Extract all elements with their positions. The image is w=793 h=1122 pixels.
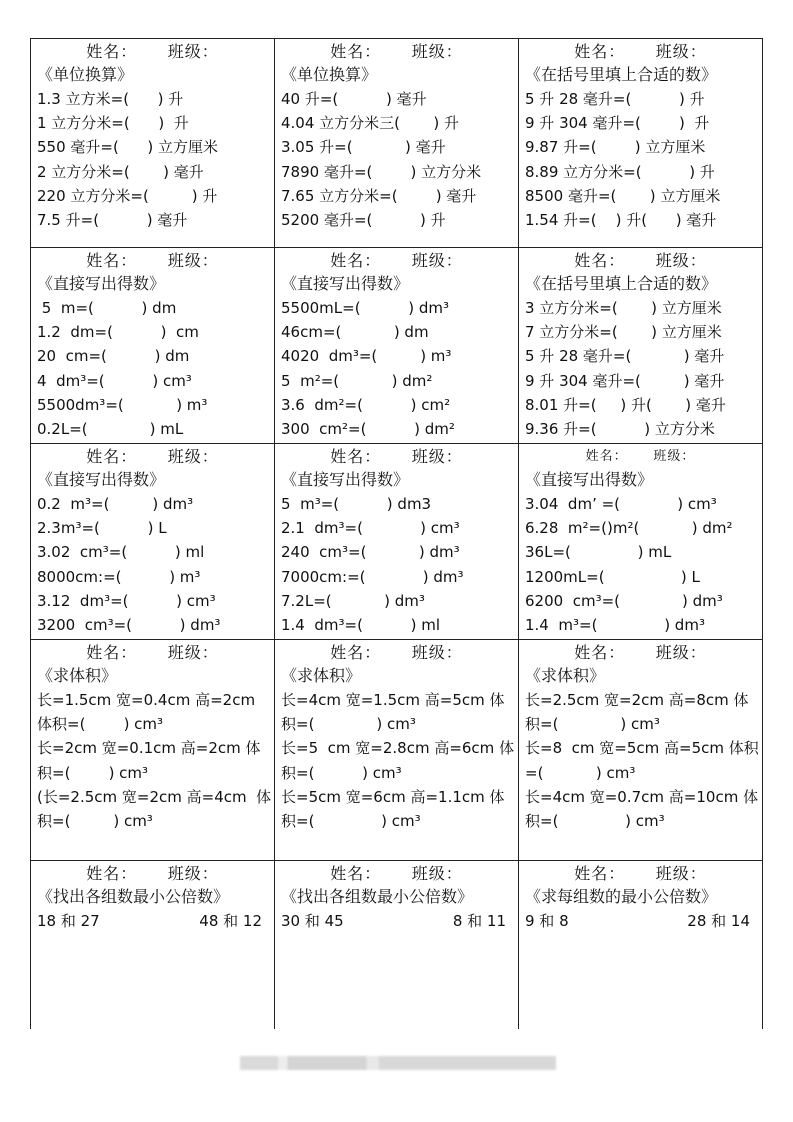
number-pair-row [37,909,268,933]
exercise-line: 6200 cm³=( ) dm³ [525,591,723,610]
exercise-line: 8000cm:=( ) m³ [37,567,201,586]
exercise-line: 2.3m³=( ) L [37,519,167,538]
worksheet-row [30,38,763,247]
exercise-line: 5 m²=( ) dm² [281,371,433,390]
name-class-header: 姓名： 班级： [86,864,219,883]
exercise-title: 《直接写出得数》 [37,274,166,293]
exercise-line: 4020 dm³=( ) m³ [281,347,452,366]
exercise-line: 长=2.5cm 宽=2cm 高=8cm 体 [525,691,749,709]
exercise-line: 2 立方分米=( ) 毫升 [37,162,204,181]
name-class-header: 姓名： 班级： [86,447,219,466]
number-pair: 18 和 27 [37,912,100,930]
exercise-title: 《找出各组数最小公倍数》 [281,887,474,906]
exercise-line: 积=( ) cm³ [37,812,153,831]
exercise-line: 1.3 立方米=( ) 升 [37,90,184,108]
exercise-line: 3.05 升=( ) 毫升 [281,138,446,157]
name-class-header: 姓名： 班级： [330,447,463,466]
number-pair: 9 和 8 [525,912,569,930]
exercise-line: 5500mL=( ) dm³ [281,299,450,317]
exercise-cell [518,39,763,247]
number-pair: 8 和 11 [452,912,506,930]
exercise-title: 《求体积》 [281,666,362,685]
exercise-cell [518,444,763,639]
exercise-line: 550 毫升=( ) 立方厘米 [37,138,219,157]
exercise-line: 0.2 m³=( ) dm³ [37,495,194,513]
name-class-header: 姓名： 班级： [86,251,219,270]
worksheet-row [30,247,763,443]
exercise-cell [518,640,763,860]
exercise-line: 8.89 立方分米=( ) 升 [525,162,715,181]
name-class-header: 姓名： 班级： [86,42,219,61]
blurred-watermark [240,1056,556,1070]
exercise-cell [518,861,763,1029]
name-class-header: 姓名： 班级： [585,449,696,464]
worksheet-grid [30,38,763,1029]
exercise-line: 7.5 升=( ) 毫升 [37,211,188,230]
exercise-line: 36L=( ) mL [525,543,672,562]
exercise-title: 《在括号里填上合适的数》 [525,65,718,84]
number-pair-row [281,909,512,933]
exercise-line: 7.2L=( ) dm³ [281,591,425,610]
name-class-header: 姓名： 班级： [330,42,463,61]
exercise-cell [274,39,518,247]
exercise-line: 9.36 升=( ) 立方分米 [525,420,715,439]
exercise-line: 3 立方分米=( ) 立方厘米 [525,299,722,317]
exercise-line: 1 立方分米=( ) 升 [37,114,189,133]
exercise-line: 40 升=( ) 毫升 [281,90,427,108]
name-class-header: 姓名： 班级： [574,643,707,662]
name-class-header: 姓名： 班级： [330,643,463,662]
exercise-line: 积=( ) cm³ [525,812,665,831]
exercise-line: 5200 毫升=( ) 升 [281,211,446,230]
exercise-title: 《单位换算》 [281,65,378,84]
exercise-cell [274,861,518,1029]
exercise-line: 4.04 立方分米三( ) 升 [281,114,460,133]
exercise-line: 1.4 dm³=( ) ml [281,616,441,635]
exercise-line: 7 立方分米=( ) 立方厘米 [525,323,722,342]
exercise-cell [30,39,274,247]
exercise-line: 3.04 dm’ =( ) cm³ [525,495,717,513]
exercise-line: 长=1.5cm 宽=0.4cm 高=2cm [37,691,256,709]
name-class-header: 姓名： 班级： [574,42,707,61]
exercise-line: 长=4cm 宽=1.5cm 高=5cm 体 [281,691,505,709]
name-class-header: 姓名： 班级： [330,864,463,883]
exercise-line: 9 升 304 毫升=( ) 升 [525,114,710,133]
exercise-line: 1.4 m³=( ) dm³ [525,616,705,635]
exercise-line: 长=5 cm 宽=2.8cm 高=6cm 体 [281,739,515,758]
exercise-line: (长=2.5cm 宽=2cm 高=4cm 体 [37,787,272,806]
exercise-line: 积=( ) cm³ [281,763,402,782]
exercise-line: 46cm=( ) dm [281,323,429,342]
number-pair-row [525,909,756,933]
exercise-line: 5 升 28 毫升=( ) 毫升 [525,347,725,366]
exercise-title: 《在括号里填上合适的数》 [525,274,718,293]
exercise-line: 5500dm³=( ) m³ [37,395,208,414]
exercise-line: 长=2cm 宽=0.1cm 高=2cm 体 [37,739,261,758]
exercise-line: 3.12 dm³=( ) cm³ [37,591,216,610]
exercise-line: 长=8 cm 宽=5cm 高=5cm 体积 [525,739,759,758]
exercise-line: 积=( ) cm³ [281,812,421,831]
exercise-line: 7.65 立方分米=( ) 毫升 [281,186,477,205]
exercise-line: 5 m³=( ) dm3 [281,495,432,513]
exercise-line: 6.28 m²=()m²( ) dm² [525,519,733,538]
exercise-line: 3200 cm³=( ) dm³ [37,616,221,635]
exercise-line: 积=( ) cm³ [37,763,149,782]
exercise-line: 240 cm³=( ) dm³ [281,543,460,562]
worksheet-row [30,639,763,860]
exercise-title: 《求体积》 [37,666,118,685]
exercise-title: 《求每组数的最小公倍数》 [525,887,718,906]
exercise-title: 《直接写出得数》 [281,470,410,489]
exercise-line: 5 升 28 毫升=( ) 升 [525,90,705,108]
exercise-line: 20 cm=( ) dm [37,347,190,366]
name-class-header: 姓名： 班级： [574,251,707,270]
number-pair: 48 和 12 [199,912,262,930]
name-class-header: 姓名： 班级： [86,643,219,662]
exercise-title: 《直接写出得数》 [281,274,410,293]
exercise-cell [30,444,274,639]
exercise-line: 4 dm³=( ) cm³ [37,371,192,390]
exercise-line: 0.2L=( ) mL [37,420,184,439]
exercise-title: 《直接写出得数》 [525,470,654,489]
exercise-line: 7890 毫升=( ) 立方分米 [281,162,482,181]
worksheet-row [30,443,763,639]
exercise-cell [274,248,518,443]
exercise-title: 《直接写出得数》 [37,470,166,489]
exercise-line: 3.02 cm³=( ) ml [37,543,205,562]
exercise-line: 9 升 304 毫升=( ) 毫升 [525,371,725,390]
exercise-line: 8.01 升=( ) 升( ) 毫升 [525,395,726,414]
exercise-line: 3.6 dm²=( ) cm² [281,395,451,414]
exercise-line: 体积=( ) cm³ [37,715,164,734]
name-class-header: 姓名： 班级： [574,864,707,883]
name-class-header: 姓名： 班级： [330,251,463,270]
exercise-line: 7000cm:=( ) dm³ [281,567,464,586]
exercise-cell [30,640,274,860]
exercise-line: 长=5cm 宽=6cm 高=1.1cm 体 [281,787,505,806]
exercise-line: 2.1 dm³=( ) cm³ [281,519,460,538]
exercise-line: 220 立方分米=( ) 升 [37,186,218,205]
exercise-cell [30,861,274,1029]
exercise-line: 积=( ) cm³ [525,715,660,734]
exercise-line: 300 cm²=( ) dm² [281,420,455,439]
exercise-line: 长=4cm 宽=0.7cm 高=10cm 体 [525,787,759,806]
exercise-line: 1.2 dm=( ) cm [37,323,199,342]
worksheet-row [30,860,763,1029]
exercise-title: 《求体积》 [525,666,606,685]
exercise-line: 积=( ) cm³ [281,715,416,734]
exercise-cell [274,444,518,639]
exercise-line: 1200mL=( ) L [525,567,700,586]
exercise-cell [274,640,518,860]
exercise-line: =( ) cm³ [525,763,636,782]
exercise-title: 《找出各组数最小公倍数》 [37,887,230,906]
number-pair: 28 和 14 [687,912,750,930]
exercise-cell [30,248,274,443]
exercise-line: 1.54 升=( ) 升( ) 毫升 [525,211,717,230]
number-pair: 30 和 45 [281,912,344,930]
exercise-line: 5 m=( ) dm [37,299,177,317]
exercise-title: 《单位换算》 [37,65,134,84]
exercise-line: 8500 毫升=( ) 立方厘米 [525,186,721,205]
exercise-cell [518,248,763,443]
exercise-line: 9.87 升=( ) 立方厘米 [525,138,706,157]
